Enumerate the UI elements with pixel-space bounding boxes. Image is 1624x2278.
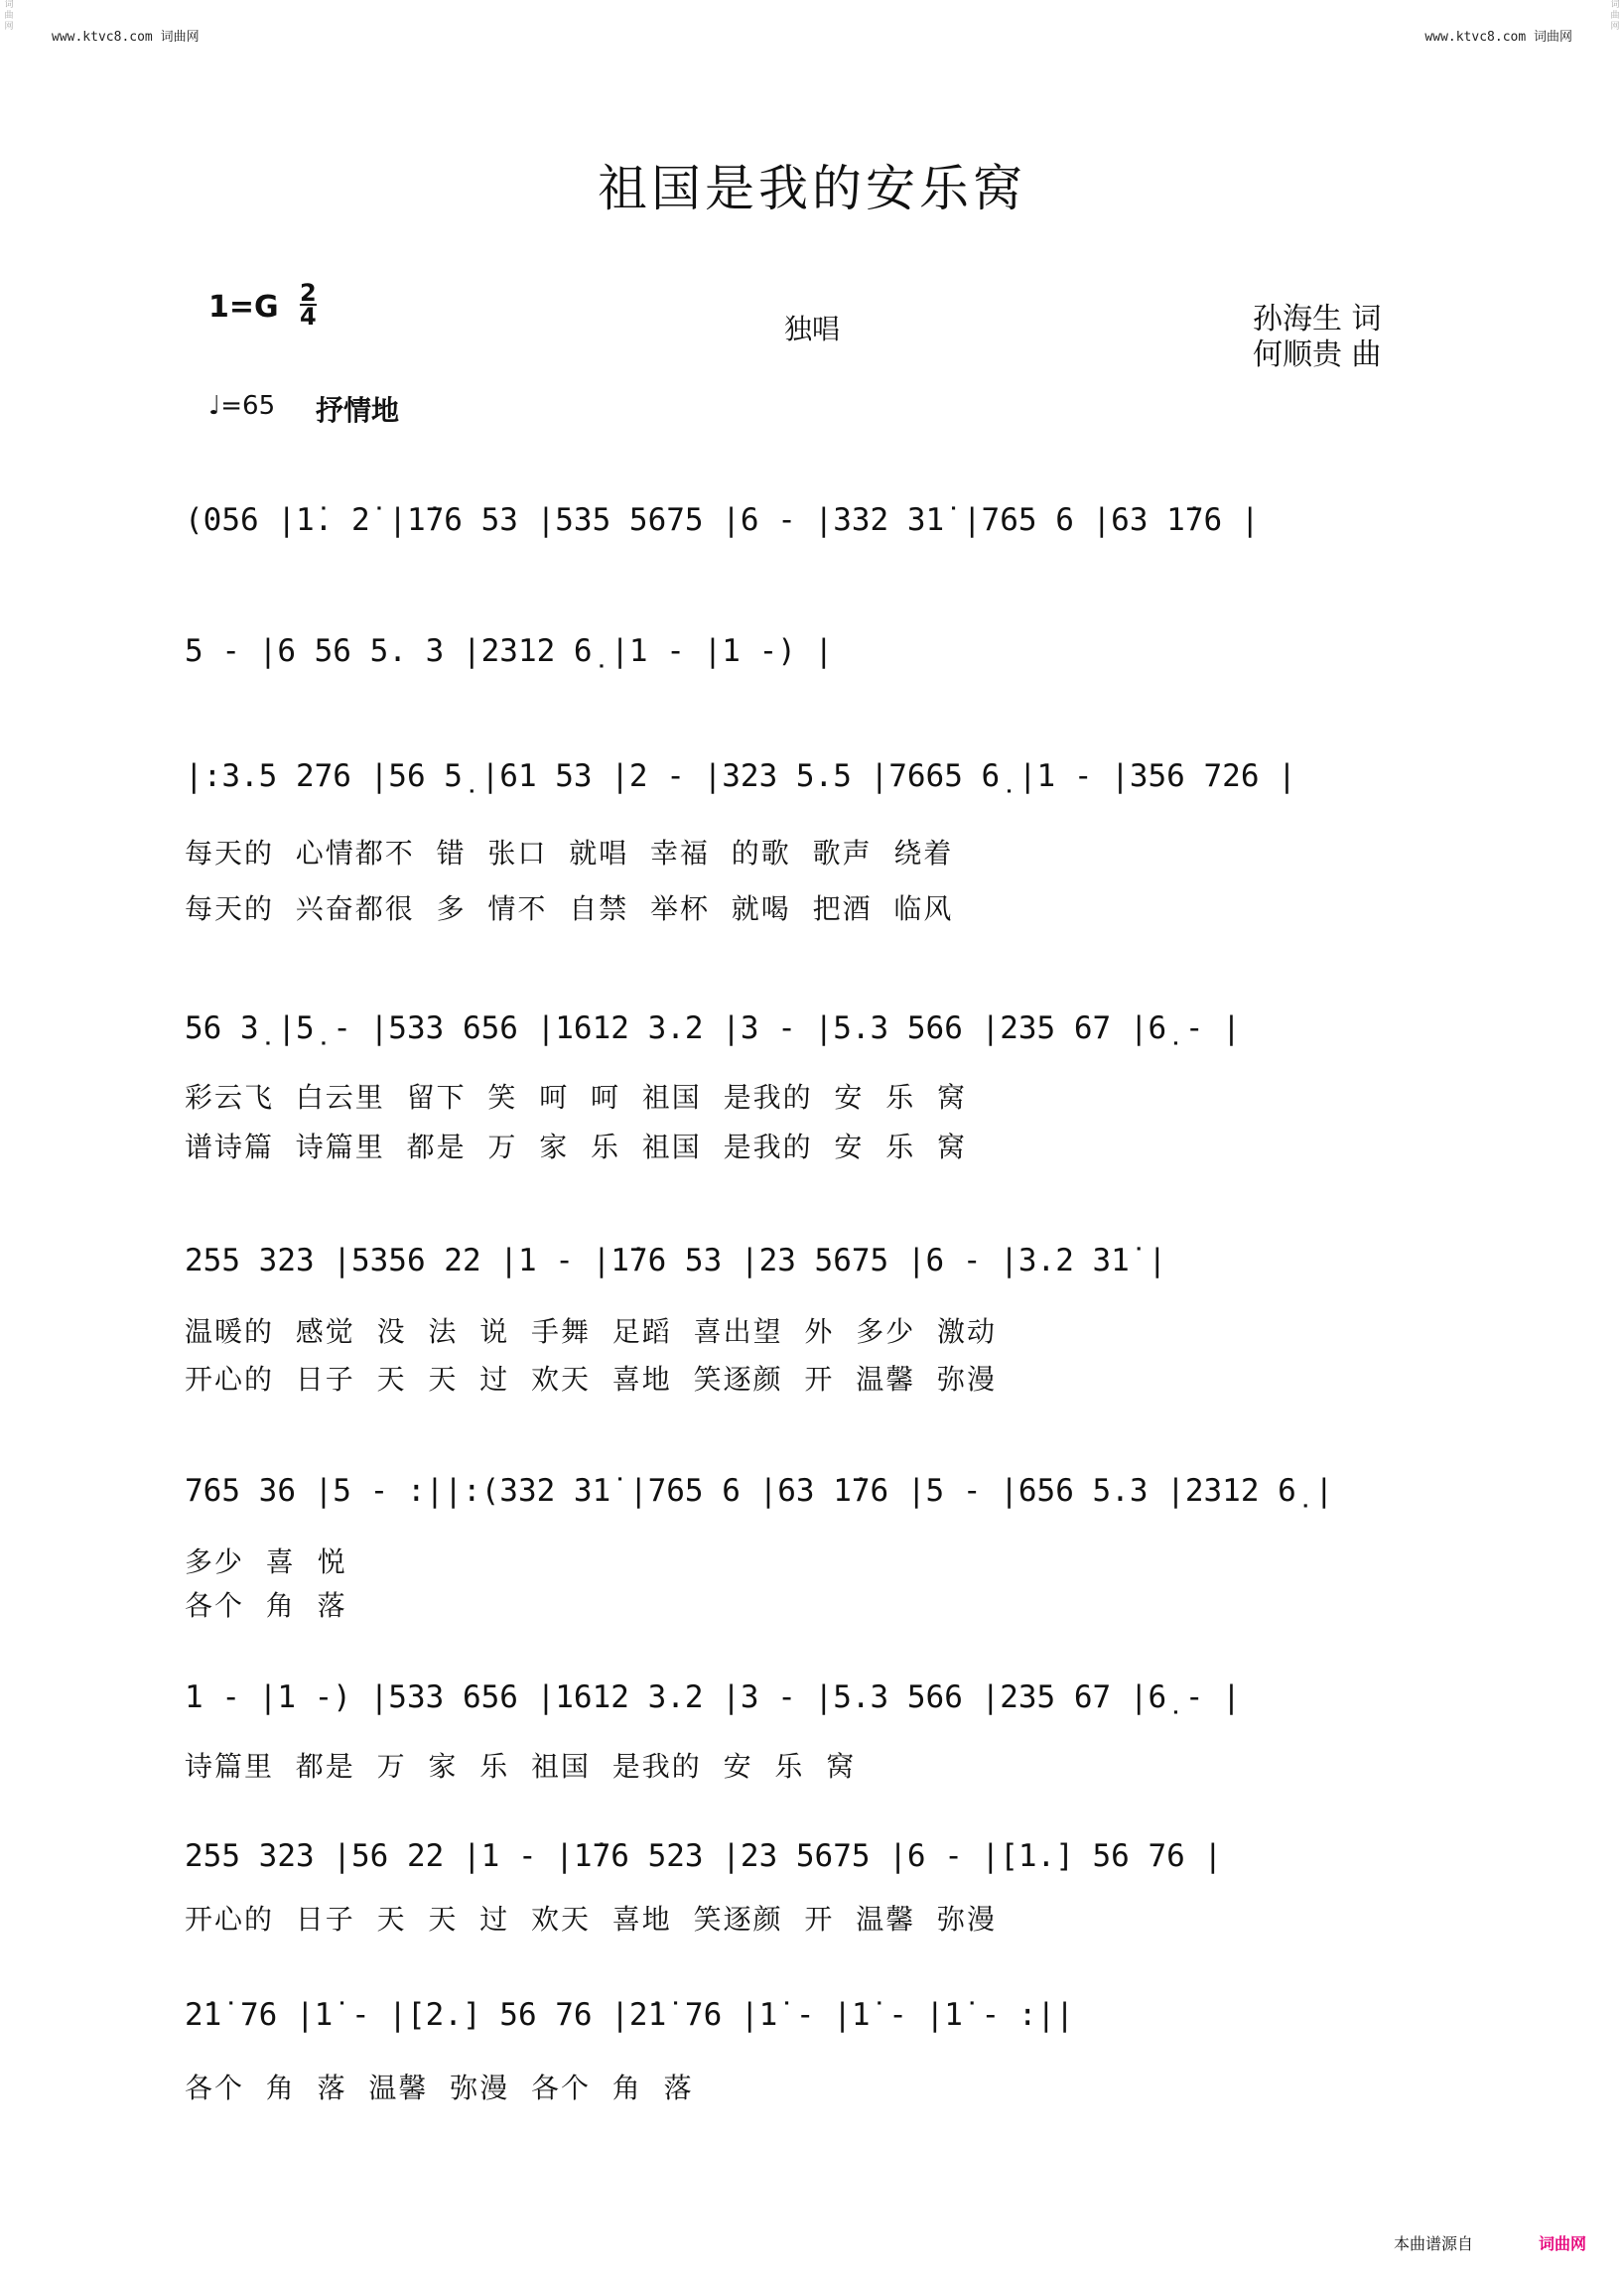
performance-type: 独唱 (784, 313, 841, 345)
composer-credit: 何顺贵 曲 (1253, 337, 1382, 372)
notation-line: 765 36 |5 - :||:(332 31̇ |765 6 |63 1̇76 |5 - |656 5.3 |2312 6̣ | (185, 1473, 1334, 1509)
lyric-ending: 各个 角 落 温馨 弥漫 各个 角 落 (185, 2072, 694, 2104)
notation-line: 1 - |1 -) |533 656 |1612 3.2 |3 - |5.3 566 |235 67 |6̣ - | (185, 1679, 1241, 1715)
score-system-7 (185, 1668, 1449, 1797)
tempo-marking: ♩=65 (208, 391, 276, 421)
score-system-8 (185, 1826, 1449, 1955)
notation-line: 2̇1̇ 76 |1̇ - |[2.] 56 76 |2̇1̇ 76 |1̇ - |1̇ - |1̇ - :|| (185, 1997, 1074, 2033)
lyricist-credit: 孙海生 词 (1253, 302, 1382, 336)
notation-line: |:3.5 276 |56 5̣ |61 53 |2 - |323 5.5 |7665 6̣ |1 - |356 726 | (185, 758, 1296, 794)
lyric-verse-2: 诗篇里 都是 万 家 乐 祖国 是我的 安 乐 窝 (185, 1750, 857, 1783)
lyric-verse-2: 开心的 日子 天 天 过 欢天 喜地 笑逐颜 开 温馨 弥漫 (185, 1903, 998, 1936)
key-signature: 1=G (208, 290, 279, 325)
score-system-6 (185, 1461, 1449, 1630)
side-watermark-left: 词曲网 (4, 0, 14, 32)
score-system-9 (185, 1985, 1449, 2114)
side-watermark-right: 词曲网 (1610, 0, 1620, 32)
lyric-verse-2: 谱诗篇 诗篇里 都是 万 家 乐 祖国 是我的 安 乐 窝 (185, 1131, 968, 1163)
notation-line: 255 323 |5356 22 |1 - |1̇76 53 |23 5675 |6 - |3.2 31̇ | (185, 1243, 1167, 1278)
site-watermark-right: www.ktvc8.com 词曲网 (1424, 30, 1572, 45)
notation-line: 5 - |6 56 5. 3 |2312 6̣ |1 - |1 -) | (185, 633, 834, 669)
notation-line: 255 323 |56 22 |1 - |1̇76 523 |23 5675 |6 - |[1.] 56 76 | (185, 1838, 1223, 1874)
score-system-3 (185, 746, 1449, 925)
lyric-verse-1: 温暖的 感觉 没 法 说 手舞 足蹈 喜出望 外 多少 激动 (185, 1315, 998, 1348)
notation-line: 56 3̣ |5̣ - |533 656 |1612 3.2 |3 - |5.3 566 |235 67 |6̣ - | (185, 1010, 1241, 1046)
site-watermark-left: www.ktvc8.com 词曲网 (52, 30, 200, 45)
lyric-verse-2: 开心的 日子 天 天 过 欢天 喜地 笑逐颜 开 温馨 弥漫 (185, 1363, 998, 1396)
lyric-verse-2: 各个 角 落 (185, 1589, 347, 1622)
footer-brand-link[interactable]: 词曲网 (1539, 2234, 1587, 2253)
lyric-verse-1: 多少 喜 悦 (185, 1545, 347, 1578)
time-signature: 2 4 (300, 279, 317, 331)
lyric-verse-1: 每天的 心情都不 错 张口 就唱 幸福 的歌 歌声 绕着 (185, 837, 954, 870)
song-title: 祖国是我的安乐窝 (598, 160, 1026, 217)
notation-line: (056 |1̇. 2̇ |1̇76 53 |535 5675 |6 - |332 31̇ |765 6 |63 1̇76 | (185, 502, 1260, 538)
lyric-verse-2: 每天的 兴奋都很 多 情不 自禁 举杯 就喝 把酒 临风 (185, 892, 954, 925)
footer-source-text: 本曲谱源自 (1394, 2234, 1474, 2253)
score-system-4 (185, 999, 1449, 1167)
expression-marking: 抒情地 (316, 394, 400, 427)
score-system-5 (185, 1231, 1449, 1400)
lyric-verse-1: 彩云飞 白云里 留下 笑 呵 呵 祖国 是我的 安 乐 窝 (185, 1081, 968, 1114)
